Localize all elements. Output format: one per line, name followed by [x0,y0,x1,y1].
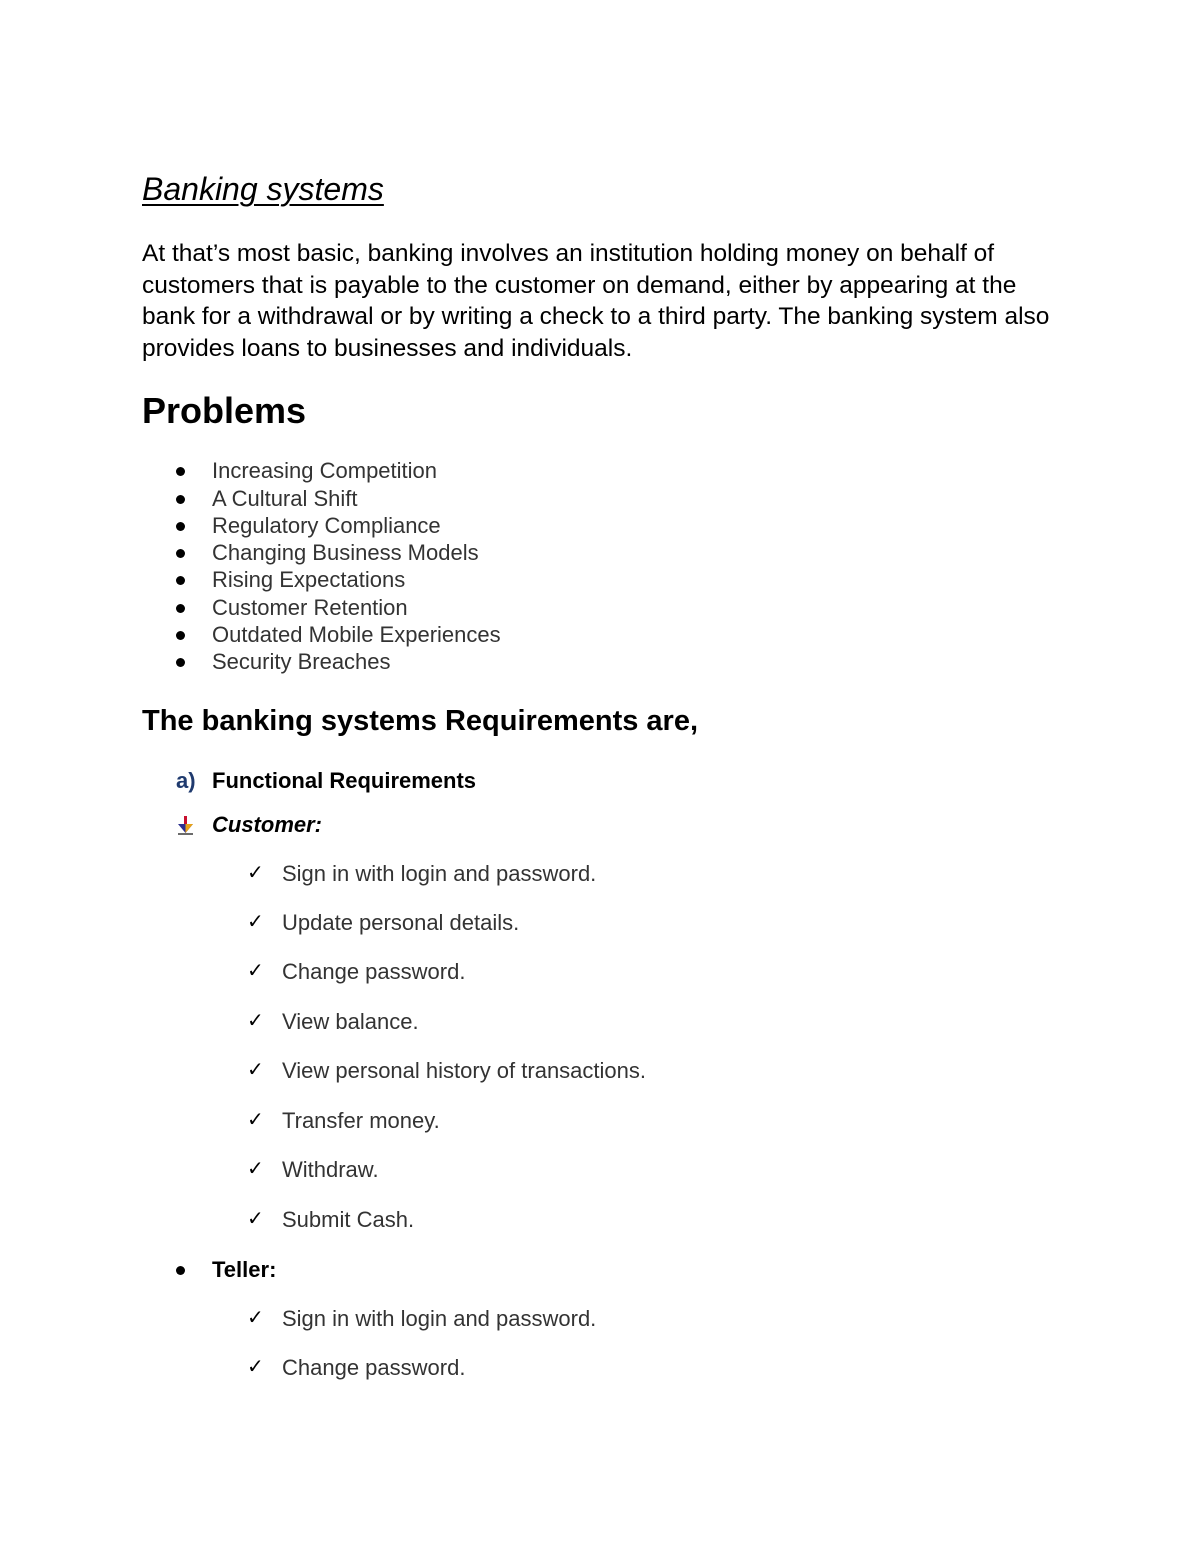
customer-label: Customer: [212,812,323,837]
bullet-icon [176,549,185,558]
functional-requirements-label: Functional Requirements [212,768,477,793]
document-title: Banking systems [142,171,384,207]
bullet-icon [176,576,185,585]
list-item: Regulatory Compliance [212,513,441,538]
list-item: View balance. [282,1009,419,1034]
check-icon: ✓ [247,1008,264,1032]
bullet-icon [176,495,185,504]
list-item: A Cultural Shift [212,486,358,511]
list-item: Change password. [282,1355,466,1380]
requirements-heading: The banking systems Requirements are, [142,705,699,737]
list-item: Submit Cash. [282,1207,415,1232]
check-icon: ✓ [247,1206,264,1230]
teller-label: Teller: [212,1257,277,1282]
list-item: Withdraw. [282,1157,379,1182]
arrow-down-icon [176,814,196,836]
intro-paragraph: At that’s most basic, banking involves an institution holding money on behalf of customers that is payable to the customer on demand, either by appearing at the bank for a withdrawal or by writing a check to a third party. The banking system also provides loans to businesses and individuals. [142,240,1050,362]
list-item: Change password. [282,959,466,984]
list-item: Transfer money. [282,1108,440,1133]
bullet-icon [176,1266,185,1275]
list-item: Sign in with login and password. [282,1306,597,1331]
list-item: View personal history of transactions. [282,1058,646,1083]
check-icon: ✓ [247,1156,264,1180]
check-icon: ✓ [247,1107,264,1131]
list-item: Sign in with login and password. [282,861,597,886]
check-icon: ✓ [247,909,264,933]
list-marker: a) [176,768,196,793]
list-item: Outdated Mobile Experiences [212,622,501,647]
bullet-icon [176,522,185,531]
bullet-icon [176,604,185,613]
bullet-icon [176,467,185,476]
list-item: Increasing Competition [212,458,438,483]
check-icon: ✓ [247,958,264,982]
bullet-icon [176,631,185,640]
check-icon: ✓ [247,1305,264,1329]
problems-heading: Problems [142,390,307,431]
check-icon: ✓ [247,860,264,884]
list-item: Rising Expectations [212,567,406,592]
check-icon: ✓ [247,1057,264,1081]
bullet-icon [176,658,185,667]
list-item: Changing Business Models [212,540,479,565]
list-item: Security Breaches [212,649,391,674]
check-icon: ✓ [247,1354,264,1378]
list-item: Update personal details. [282,910,520,935]
list-item: Customer Retention [212,595,408,620]
